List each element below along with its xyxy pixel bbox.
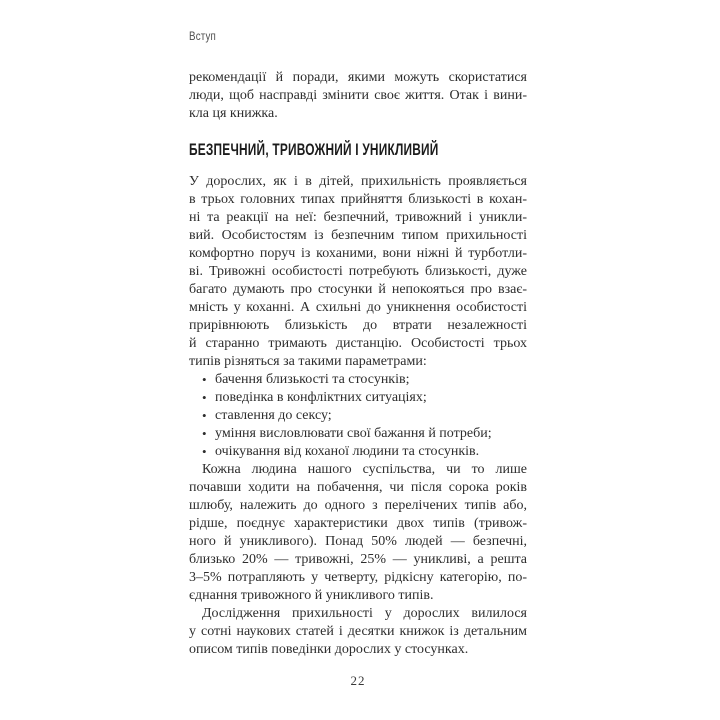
text-line: рекомендації й поради, якими можуть скористатися — [189, 70, 527, 85]
bullet-item — [189, 425, 527, 443]
section-heading — [189, 141, 527, 160]
bullet-text: бачення близькості та стосунків; — [215, 372, 410, 387]
bullet-text: уміння висловлювати свої бажання й потреби; — [215, 426, 492, 441]
text-line: люди, щоб насправді змінити своє життя. Отак і вини- — [189, 88, 527, 103]
bullet-dot-icon: • — [202, 390, 207, 405]
running-header — [189, 30, 527, 44]
bullet-text: очікування від коханої людини та стосунків. — [215, 444, 480, 459]
bullet-text: ставлення до сексу; — [215, 408, 332, 423]
bullet-item — [189, 407, 527, 425]
page-number: 22 — [350, 673, 366, 688]
bullet-text: поведінка в конфліктних ситуаціях; — [215, 390, 427, 405]
bullet-dot-icon: • — [202, 444, 207, 459]
text-line: комфортно поруч із коханими, вони ніжні й турботли- — [189, 246, 527, 261]
text-line: шлюбу, належить до одного з перелічених типів або, — [189, 498, 527, 513]
bullet-dot-icon: • — [202, 426, 207, 441]
text-line: ві. Тривожні особистості потребують близькості, дуже — [189, 264, 527, 279]
text-line: У дорослих, як і в дітей, прихильність проявляється — [189, 174, 527, 189]
running-header-text: Вступ — [189, 31, 217, 43]
bullet-item — [189, 371, 527, 389]
bullet-dot-icon: • — [202, 408, 207, 423]
text-line: Кожна людина нашого суспільства, чи то лише — [202, 462, 527, 477]
paragraph — [189, 605, 527, 659]
text-line: типів різняться за такими параметрами: — [189, 354, 427, 369]
paragraph — [189, 173, 527, 371]
text-line: ного й уникливого). Понад 50% людей — безпечні, — [189, 534, 527, 549]
text-line: багато думають про стосунки й непокояться про взає- — [189, 282, 527, 297]
section-heading-text: БЕЗПЕЧНИЙ, ТРИВОЖНИЙ І УНИКЛИВИЙ — [189, 141, 439, 159]
bullet-dot-icon: • — [202, 372, 207, 387]
paragraph — [189, 69, 527, 123]
bullet-item — [189, 389, 527, 407]
paragraph — [189, 461, 527, 605]
text-line: рідше, поєднує характеристики двох типів (тривож- — [189, 516, 527, 531]
bullet-item — [189, 443, 527, 461]
text-line: в трьох головних типах прийняття близькості в кохан- — [189, 192, 527, 207]
bullet-list — [189, 371, 527, 461]
text-line: й старанно тримають дистанцію. Особистості трьох — [189, 336, 527, 351]
text-line: Дослідження прихильності у дорослих вилилося — [202, 606, 527, 621]
text-line: 3–5% потрапляють у четверту, рідкісну категорію, по- — [189, 570, 527, 585]
text-line: ні та реакції на неї: безпечний, тривожний і уникли- — [189, 210, 527, 225]
text-line: прирівнюють близькість до втрати незалежності — [189, 318, 527, 333]
text-line: близько 20% — тривожні, 25% — уникливі, а решта — [189, 552, 527, 567]
text-line: мність у коханні. А схильні до уникнення особистості — [189, 300, 527, 315]
text-line: вий. Особистостям із безпечним типом прихильності — [189, 228, 527, 243]
text-line: у сотні наукових статей і десятки книжок із детальним — [189, 624, 527, 639]
text-line: кла ця книжка. — [189, 106, 278, 121]
text-line: єднання тривожного й уникливого типів. — [189, 588, 434, 603]
text-line: почавши ходити на побачення, чи після сорока років — [189, 480, 527, 495]
text-column — [189, 0, 527, 659]
text-line: описом типів поведінки дорослих у стосунках. — [189, 642, 469, 657]
